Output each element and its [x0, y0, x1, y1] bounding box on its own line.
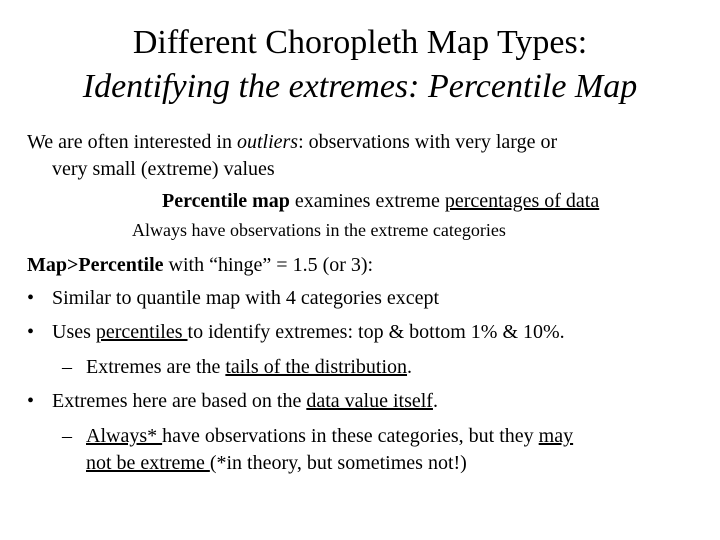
- dash-marker: –: [62, 356, 72, 378]
- bullet-marker: •: [27, 287, 35, 309]
- intro-line2: very small (extreme) values: [52, 158, 275, 180]
- bullet-2-percentiles: percentiles: [95, 321, 188, 343]
- menu-line: [27, 253, 373, 277]
- sub-bullet-2-may: may: [538, 425, 574, 447]
- slide-title-line1: Different Choropleth Map Types:: [132, 24, 588, 61]
- percentile-map-term: Percentile map: [162, 190, 290, 212]
- sub-bullet-1-c: .: [407, 356, 413, 378]
- sub-bullet-2-not-extreme: not be extreme: [86, 452, 210, 474]
- sub-bullet-2-line2: [86, 451, 467, 475]
- bullet-2: [52, 320, 565, 344]
- menu-path: Map>Percentile: [27, 254, 164, 276]
- sub-bullet-2-text: have observations in these categories, but they: [162, 425, 539, 447]
- always-line: Always have observations in the extreme categories: [132, 220, 506, 240]
- sub-bullet-1-a: Extremes are the: [86, 356, 226, 378]
- bullet-3-a: Extremes here are based on the: [52, 390, 307, 412]
- slide-title-line2: Identifying the extremes: Percentile Map: [82, 68, 638, 105]
- percentile-map-line: [162, 189, 599, 213]
- intro-outliers: outliers: [236, 131, 299, 153]
- percentile-map-text: examines extreme: [289, 190, 445, 212]
- sub-bullet-1: [86, 355, 412, 379]
- sub-bullet-1-tails: tails of the distribution: [225, 356, 408, 378]
- bullet-2-c: to identify extremes: top & bottom 1% & 10%.: [187, 321, 565, 343]
- bullet-1: Similar to quantile map with 4 categories except: [52, 287, 440, 309]
- sub-bullet-2-always: Always*: [86, 425, 163, 447]
- sub-bullet-2-line1: [86, 424, 573, 448]
- intro-text: We are often interested in: [27, 131, 237, 153]
- menu-hinge: with “hinge” = 1.5 (or 3):: [163, 254, 374, 276]
- bullet-2-a: Uses: [52, 321, 96, 343]
- dash-marker: –: [62, 425, 72, 447]
- bullet-3: [52, 389, 438, 413]
- intro-line1: [27, 130, 557, 154]
- bullet-3-data-value: data value itself: [306, 390, 433, 412]
- percentile-map-underlined: percentages of data: [444, 190, 600, 212]
- intro-text-rest: : observations with very large or: [298, 131, 558, 153]
- sub-bullet-2-note: (*in theory, but sometimes not!): [209, 452, 467, 474]
- bullet-marker: •: [27, 321, 35, 343]
- bullet-3-c: .: [432, 390, 438, 412]
- bullet-marker: •: [27, 390, 35, 412]
